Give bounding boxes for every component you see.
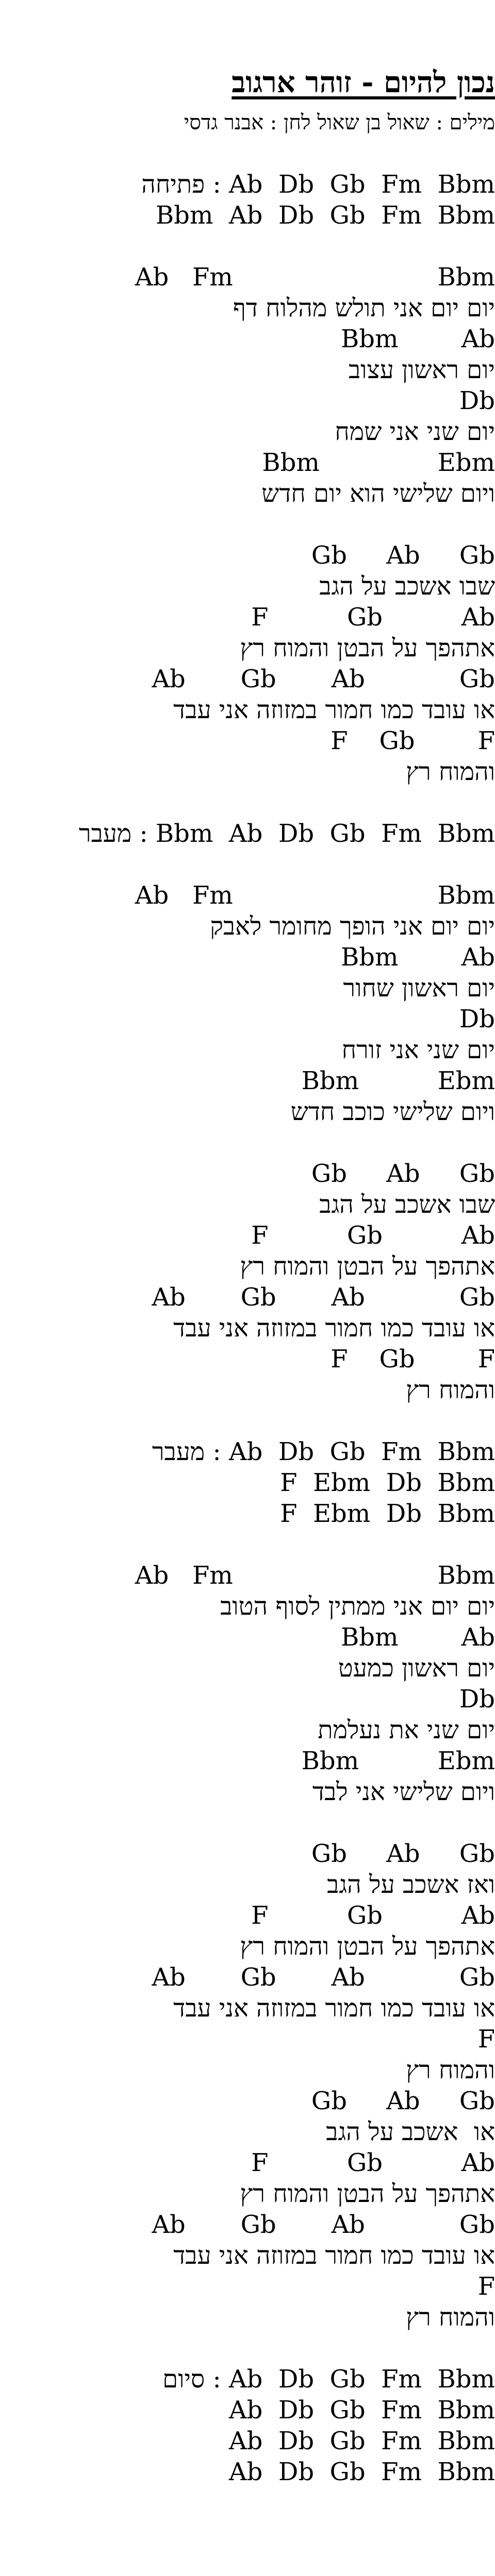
- chord-line: פתיחה : Ab Db Gb Fm Bbm: [141, 170, 495, 199]
- spacer: [0, 2333, 495, 2364]
- chord-line: Gb Ab Gb: [311, 541, 495, 570]
- lyric-line: שבו אשכב על הגב: [319, 572, 495, 601]
- chord-line: Ab Gb Ab Gb: [152, 1283, 495, 1312]
- lyric-line: והמוח רץ: [406, 757, 495, 786]
- chord-line: Gb Ab Gb: [311, 1159, 495, 1188]
- chord-line: Ab Gb Ab Gb: [152, 1963, 495, 1992]
- spacer: [0, 509, 495, 540]
- lyric-line: או עובד כמו חמור במזוזה אני עבד: [173, 1314, 495, 1343]
- lyric-line: או עובד כמו חמור במזוזה אני עבד: [173, 2241, 495, 2270]
- chord-line: Bbm Ab Db Gb Fm Bbm: [155, 201, 495, 230]
- chord-line: F Gb Ab: [251, 1221, 495, 1250]
- chord-line: Bbm Ab: [341, 325, 495, 353]
- lyric-line: או אשכב על הגב: [326, 2117, 495, 2146]
- song-body: [0, 169, 495, 2487]
- chord-line: Bbm Ebm: [301, 1747, 495, 1775]
- chord-line: F Gb Ab: [251, 603, 495, 632]
- chord-line: Gb Ab Gb: [311, 1839, 495, 1868]
- spacer: [0, 231, 495, 262]
- chord-line: Ab Db Gb Fm Bbm: [228, 2427, 495, 2455]
- chord-line: Ab Db Gb Fm Bbm: [228, 2458, 495, 2486]
- chord-line: מעבר : Bbm Ab Db Gb Fm Bbm: [78, 819, 495, 848]
- chord-line: Bbm Ab: [341, 943, 495, 972]
- spacer: [0, 1405, 495, 1436]
- chord-line: Bbm Ebm: [262, 448, 495, 477]
- lyric-line: או עובד כמו חמור במזוזה אני עבד: [173, 1994, 495, 2023]
- lyric-line: יום יום אני הופך מחומר לאבק: [210, 912, 495, 941]
- chord-line: Db: [459, 386, 495, 415]
- chord-line: Ab Fm Bbm: [135, 881, 495, 910]
- lyric-line: יום יום אני ממתין לסוף הטוב: [220, 1592, 495, 1621]
- lyric-line: יום ראשון שחור: [343, 974, 495, 1003]
- chord-line: Ab Fm Bbm: [135, 263, 495, 292]
- lyric-line: ויום שלישי הוא יום חדש: [261, 479, 495, 508]
- chord-line: F Gb Ab: [251, 1901, 495, 1930]
- lyric-line: יום ראשון עצוב: [349, 355, 495, 384]
- lyric-line: ויום שלישי כוכב חדש: [290, 1097, 495, 1126]
- chord-line: F: [477, 2272, 495, 2301]
- lyric-line: והמוח רץ: [406, 2303, 495, 2332]
- spacer: [0, 1807, 495, 1838]
- chord-line: Ab Gb Ab Gb: [152, 2210, 495, 2239]
- lyric-line: או עובד כמו חמור במזוזה אני עבד: [173, 696, 495, 724]
- chord-line: F Gb F: [331, 726, 495, 755]
- lyric-line: אתהפך על הבטן והמוח רץ: [240, 1932, 495, 1961]
- chord-line: F Gb Ab: [251, 2148, 495, 2177]
- lyric-line: יום ראשון כמעט: [338, 1654, 495, 1683]
- lyric-line: שבו אשכב על הגב: [319, 1190, 495, 1219]
- lyric-line: יום שני אני שמח: [335, 417, 495, 446]
- lyric-line: יום שני את נעלמת: [318, 1716, 495, 1744]
- lyric-line: והמוח רץ: [406, 1376, 495, 1404]
- chord-line: Ab Db Gb Fm Bbm: [228, 2396, 495, 2425]
- chord-line: מעבר : Ab Db Gb Fm Bbm: [152, 1437, 495, 1466]
- lyric-line: אתהפך על הבטן והמוח רץ: [240, 1252, 495, 1281]
- spacer: [0, 1127, 495, 1158]
- lyric-line: ויום שלישי אני לבד: [312, 1777, 495, 1806]
- spacer: [0, 849, 495, 880]
- chord-line: F Ebm Db Bbm: [280, 1468, 495, 1497]
- chord-line: Gb Ab Gb: [311, 2087, 495, 2115]
- lyric-line: אתהפך על הבטן והמוח רץ: [240, 634, 495, 663]
- spacer: [0, 1529, 495, 1560]
- chord-line: Bbm Ebm: [301, 1066, 495, 1095]
- lyric-line: ואז אשכב על הגב: [327, 1870, 495, 1899]
- lyric-line: והמוח רץ: [406, 2056, 495, 2084]
- chord-line: F Ebm Db Bbm: [280, 1499, 495, 1528]
- chord-line: Ab Fm Bbm: [135, 1561, 495, 1590]
- chord-line: Db: [459, 1685, 495, 1714]
- chord-line: F Gb F: [331, 1345, 495, 1374]
- chord-line: סיום : Ab Db Gb Fm Bbm: [162, 2365, 495, 2394]
- chord-line: F: [477, 2025, 495, 2054]
- spacer: [0, 787, 495, 818]
- lyric-line: יום יום אני תולש מהלוח דף: [233, 294, 495, 323]
- lyric-line: יום שני אני זורח: [341, 1036, 495, 1064]
- lyric-line: אתהפך על הבטן והמוח רץ: [240, 2179, 495, 2208]
- chord-line: Ab Gb Ab Gb: [152, 665, 495, 693]
- song-title: נכון להיום - זוהר ארגוב: [232, 65, 495, 99]
- chord-line: Bbm Ab: [341, 1623, 495, 1652]
- song-credits: מילים : שאול בן שאול לחן : אבנר גדסי: [184, 111, 495, 134]
- chord-line: Db: [459, 1005, 495, 1033]
